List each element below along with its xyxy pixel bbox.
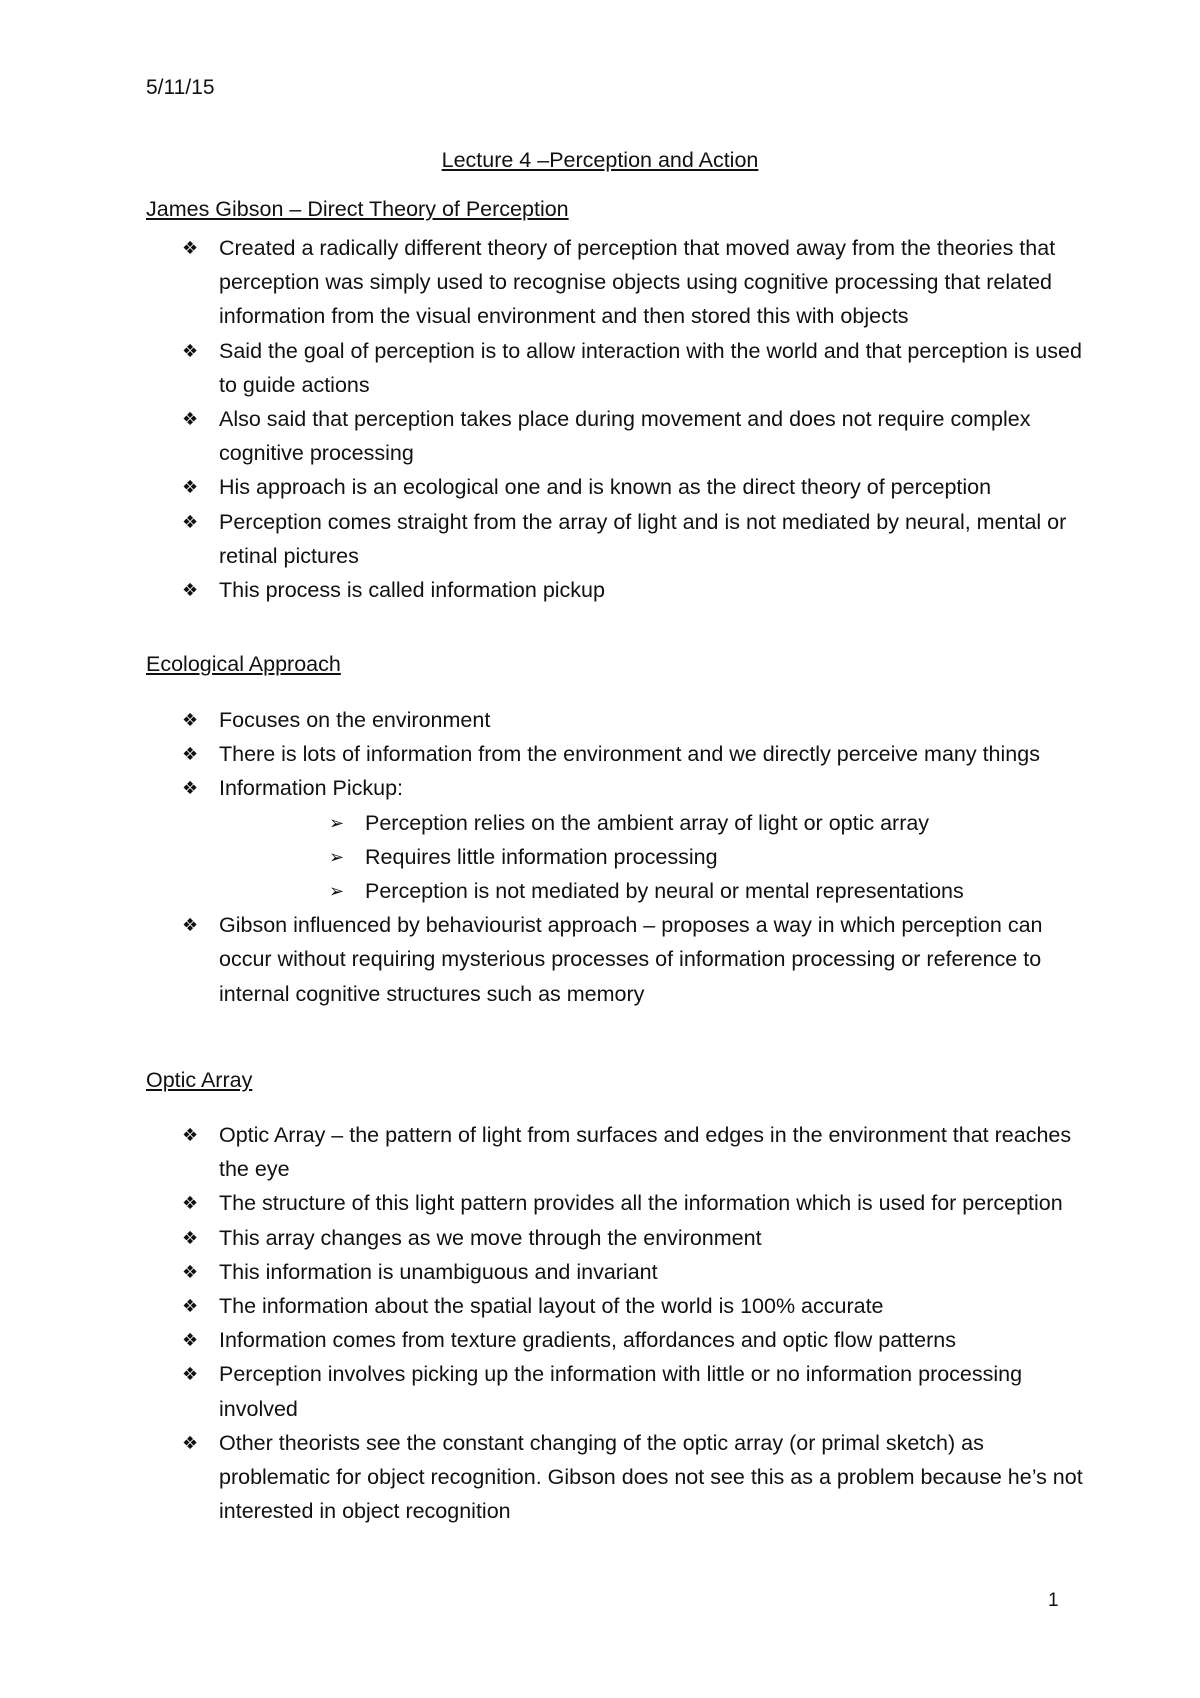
optic-array-bullet-list [146, 1118, 1096, 1528]
diamond-bullet-icon: ❖ [182, 238, 199, 258]
diamond-bullet-icon: ❖ [182, 710, 199, 730]
document-date: 5/11/15 [146, 76, 215, 99]
diamond-bullet-icon: ❖ [182, 744, 199, 765]
diamond-bullet-icon: ❖ [182, 1432, 199, 1453]
list-item: ❖ This information is unambiguous and invariant [146, 1255, 1096, 1289]
diamond-bullet-icon: ❖ [182, 1261, 199, 1282]
diamond-bullet-icon: ❖ [182, 340, 199, 361]
list-item: ❖ Information comes from texture gradients, affordances and optic flow patterns [146, 1323, 1096, 1357]
list-item: ❖ Focuses on the environment [146, 703, 1096, 737]
list-item: ❖ His approach is an ecological one and is known as the direct theory of perception [146, 470, 1096, 504]
diamond-bullet-icon: ❖ [182, 511, 199, 532]
list-item: ❖ Created a radically different theory of perception that moved away from the theories that perception was simply used to recognise objects using cognitive processing that related information from the visual environment and then stored this with objects [146, 231, 1096, 334]
arrow-bullet-icon: ➢ [329, 846, 345, 867]
sub-list-item: ➢ Perception is not mediated by neural or mental representations [146, 874, 1096, 908]
section-heading-gibson: James Gibson – Direct Theory of Perception [146, 197, 569, 221]
diamond-bullet-icon: ❖ [182, 778, 199, 799]
diamond-bullet-icon: ❖ [182, 477, 199, 498]
page-number: 1 [1048, 1590, 1059, 1611]
diamond-bullet-icon: ❖ [182, 1227, 199, 1248]
arrow-bullet-icon: ➢ [329, 812, 345, 833]
ecological-bullet-list [146, 703, 1096, 1011]
diamond-bullet-icon: ❖ [182, 409, 199, 430]
list-item: ❖ Also said that perception takes place during movement and does not require complex cognitive processing [146, 402, 1096, 470]
diamond-bullet-icon: ❖ [182, 1296, 199, 1317]
diamond-bullet-icon: ❖ [182, 1330, 199, 1351]
arrow-bullet-icon: ➢ [329, 881, 345, 902]
diamond-bullet-icon: ❖ [182, 1364, 199, 1385]
list-item: ❖ The information about the spatial layout of the world is 100% accurate [146, 1289, 1096, 1323]
section-heading-optic-array: Optic Array [146, 1068, 253, 1092]
diamond-bullet-icon: ❖ [182, 915, 199, 936]
list-item: ❖ Information Pickup: [146, 771, 1096, 805]
list-item: ❖ Said the goal of perception is to allow interaction with the world and that perception is used to guide actions [146, 334, 1096, 402]
list-item: ❖ Optic Array – the pattern of light from surfaces and edges in the environment that reaches the eye [146, 1118, 1096, 1186]
list-item: ❖ Perception involves picking up the information with little or no information processing involved [146, 1357, 1096, 1425]
list-item: ❖ Perception comes straight from the array of light and is not mediated by neural, mental or retinal pictures [146, 505, 1096, 573]
diamond-bullet-icon: ❖ [182, 1193, 199, 1214]
sub-list-item: ➢ Perception relies on the ambient array of light or optic array [146, 806, 1096, 840]
diamond-bullet-icon: ❖ [182, 580, 199, 601]
list-item: ❖ Other theorists see the constant changing of the optic array (or primal sketch) as problematic for object recognition. Gibson does not see this as a problem because he’s not interested in object recognition [146, 1426, 1096, 1529]
section-heading-ecological: Ecological Approach [146, 652, 341, 676]
lecture-title: Lecture 4 –Perception and Action [441, 148, 759, 172]
list-item: ❖ There is lots of information from the environment and we directly perceive many things [146, 737, 1096, 771]
sub-list-item: ➢ Requires little information processing [146, 840, 1096, 874]
list-item: ❖ This array changes as we move through the environment [146, 1221, 1096, 1255]
list-item: ❖ This process is called information pickup [146, 573, 1096, 607]
diamond-bullet-icon: ❖ [182, 1125, 199, 1145]
list-item: ❖ The structure of this light pattern provides all the information which is used for perception [146, 1186, 1096, 1220]
list-item: ❖ Gibson influenced by behaviourist approach – proposes a way in which perception can occur without requiring mysterious processes of information processing or reference to internal cognitive structures such as memory [146, 908, 1096, 1011]
gibson-bullet-list [146, 231, 1096, 607]
